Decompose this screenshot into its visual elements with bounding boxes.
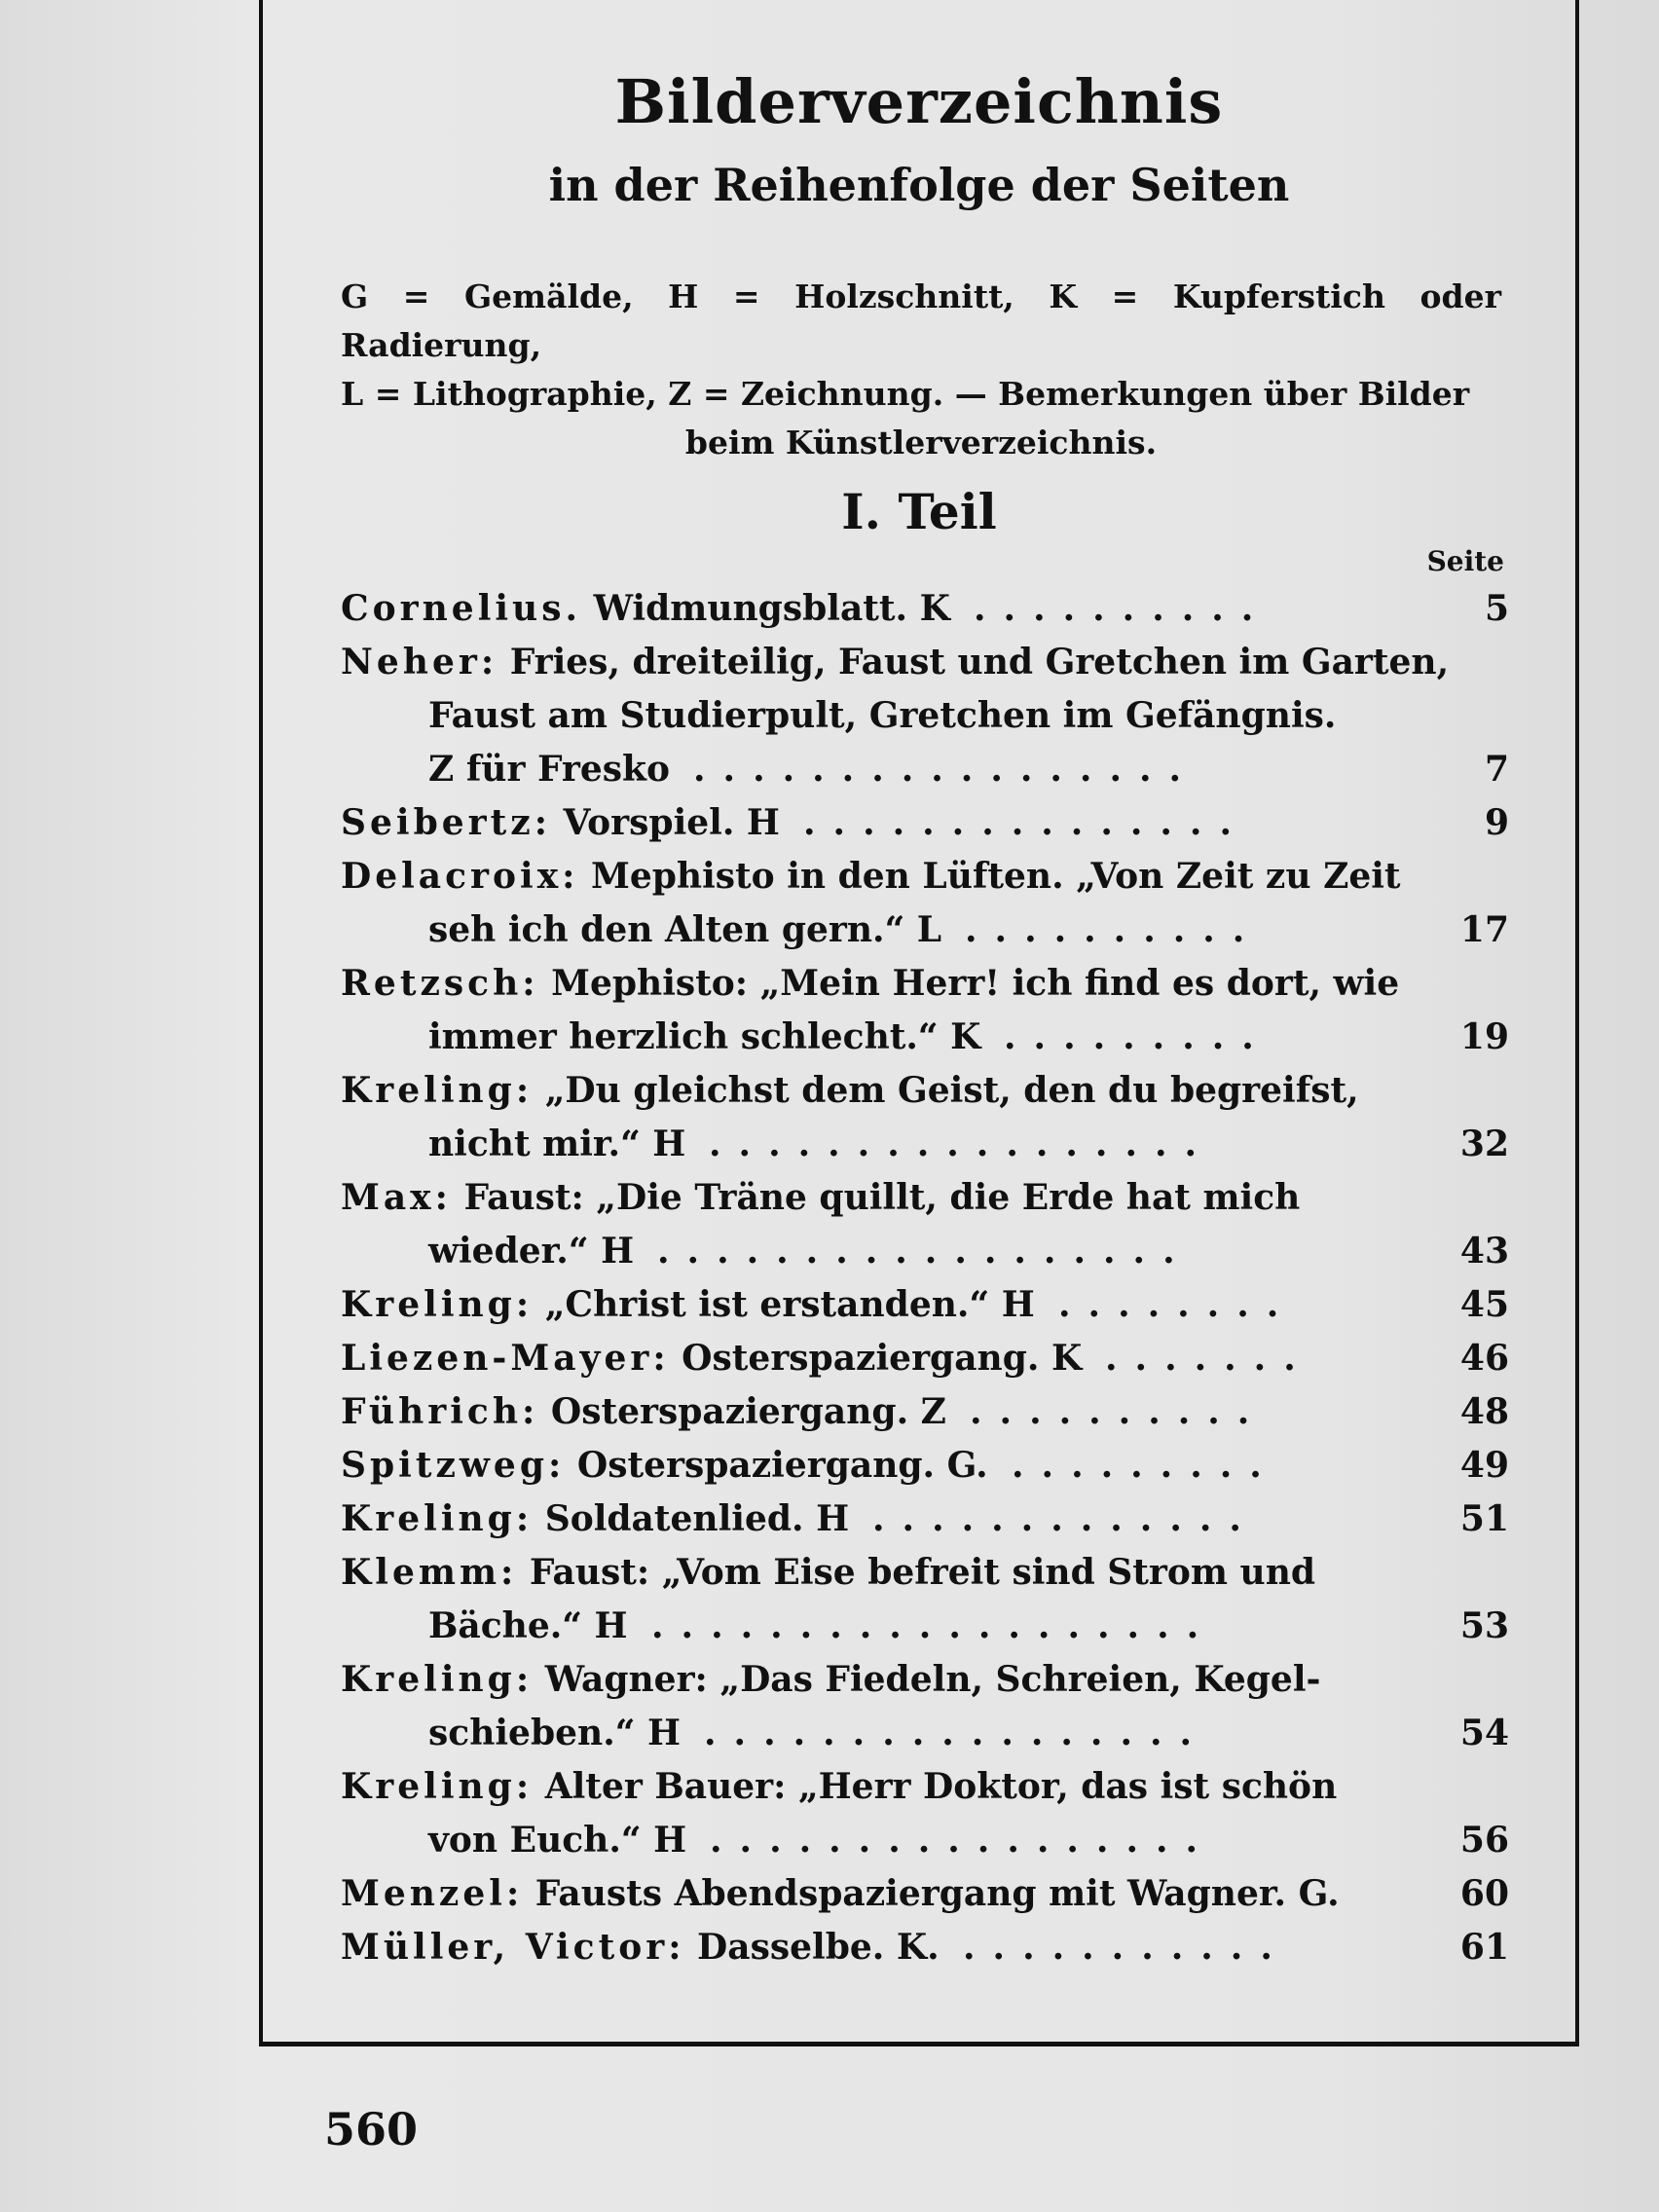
- entry-artist: Kreling:: [341, 1659, 534, 1700]
- dot-leader: .................: [709, 1124, 1215, 1164]
- entry-first-line: [341, 1064, 1509, 1118]
- entry-description: „Du gleichst dem Geist, den du begreifst,: [544, 1070, 1359, 1111]
- dot-leader: ...............: [803, 802, 1249, 843]
- entry-first-line: [341, 796, 1509, 850]
- entry-description: Z für Fresko: [428, 749, 670, 790]
- entry-page-number: 43: [1459, 1231, 1509, 1272]
- entry-description: Wagner: „Das Fiedeln, Schreien, Kegel-: [544, 1659, 1321, 1700]
- entry-continuation-line: [341, 903, 1509, 957]
- entry-description: Bäche.“ H: [428, 1605, 628, 1646]
- entry-artist: Kreling:: [341, 1766, 534, 1807]
- entry-artist: Führich:: [341, 1391, 539, 1432]
- entry-description: „Christ ist erstanden.“ H: [544, 1284, 1035, 1325]
- illustration-index-list: [341, 582, 1509, 1974]
- entry-page-number: 45: [1459, 1284, 1509, 1325]
- dot-leader: .........: [1004, 1016, 1272, 1057]
- dot-leader: ..................: [657, 1231, 1193, 1272]
- entry-description: Osterspaziergang. G.: [576, 1445, 988, 1486]
- entry-first-line: [341, 1439, 1509, 1493]
- entry-first-line: [341, 1921, 1509, 1974]
- entry-artist: Neher:: [341, 642, 498, 682]
- entry-artist: Müller, Victor:: [341, 1927, 685, 1968]
- entry-first-line: [341, 1493, 1509, 1546]
- entry-description: nicht mir.“ H: [428, 1124, 686, 1164]
- dot-leader: [1363, 1867, 1392, 1921]
- entry-artist: Menzel:: [341, 1873, 524, 1914]
- index-entry: [341, 1653, 1509, 1760]
- entry-description: Fausts Abendspaziergang mit Wagner. G.: [535, 1873, 1340, 1914]
- entry-page-number: 48: [1459, 1391, 1509, 1432]
- entry-page-number: 61: [1459, 1927, 1509, 1968]
- dot-leader: ........: [1058, 1284, 1297, 1325]
- entry-description: von Euch.“ H: [428, 1820, 687, 1861]
- entry-first-line: [341, 636, 1509, 689]
- entry-artist: Max:: [341, 1177, 452, 1218]
- dot-leader: ...........: [963, 1927, 1290, 1968]
- entry-first-line: [341, 1760, 1509, 1814]
- index-entry: [341, 582, 1509, 636]
- index-entry: [341, 957, 1509, 1064]
- entry-continuation-line: [341, 1118, 1509, 1171]
- entry-first-line: [341, 582, 1509, 636]
- entry-description: Alter Bauer: „Herr Doktor, das ist schön: [544, 1766, 1338, 1807]
- entry-page-number: 7: [1484, 749, 1509, 790]
- entry-page-number: 49: [1459, 1445, 1509, 1486]
- entry-description: Soldatenlied. H: [544, 1498, 850, 1539]
- legend-line-1: G = Gemälde, H = Holzschnitt, K = Kupferstich oder Radierung,: [341, 277, 1501, 364]
- entry-artist: Retzsch:: [341, 963, 539, 1004]
- entry-description: immer herzlich schlecht.“ K: [428, 1016, 981, 1057]
- legend-line-2: L = Lithographie, Z = Zeichnung. — Bemerkungen über Bilder: [341, 375, 1470, 413]
- entry-continuation-line: [341, 1011, 1509, 1064]
- entry-description: Faust am Studierpult, Gretchen im Gefängnis.: [428, 695, 1337, 736]
- index-entry: [341, 1921, 1509, 1974]
- entry-description: schieben.“ H: [428, 1713, 681, 1753]
- index-entry: [341, 1546, 1509, 1653]
- entry-description: Faust: „Die Träne quillt, die Erde hat mich: [463, 1177, 1301, 1218]
- entry-description: Osterspaziergang. K: [682, 1338, 1083, 1379]
- entry-page-number: 51: [1459, 1498, 1509, 1539]
- index-entry: [341, 796, 1509, 850]
- entry-first-line: [341, 1385, 1509, 1439]
- dot-leader: ...................: [651, 1605, 1217, 1646]
- index-entry: [341, 1867, 1509, 1921]
- index-entry: [341, 1064, 1509, 1171]
- entry-continuation-line: [341, 1707, 1509, 1760]
- entry-description: Faust: „Vom Eise befreit sind Strom und: [529, 1552, 1316, 1593]
- entry-page-number: 60: [1459, 1873, 1509, 1914]
- entry-continuation-line: [341, 1225, 1509, 1278]
- dot-leader: .............: [872, 1498, 1259, 1539]
- entry-artist: Spitzweg:: [341, 1445, 566, 1486]
- entry-artist: Seibertz:: [341, 802, 551, 843]
- footer-page-number: 560: [324, 2103, 419, 2156]
- index-entry: [341, 1332, 1509, 1385]
- entry-description: Vorspiel. H: [563, 802, 780, 843]
- dot-leader: .................: [704, 1713, 1210, 1753]
- index-entry: [341, 850, 1509, 957]
- index-entry: [341, 1760, 1509, 1867]
- index-entry: [341, 1493, 1509, 1546]
- dot-leader: .................: [693, 749, 1199, 790]
- entry-continuation-line: [341, 1600, 1509, 1653]
- entry-page-number: 54: [1459, 1713, 1509, 1753]
- page-title: Bilderverzeichnis: [614, 66, 1224, 137]
- entry-description: Dasselbe. K.: [697, 1927, 940, 1968]
- entry-description: Mephisto: „Mein Herr! ich find es dort, wie: [551, 963, 1400, 1004]
- dot-leader: ..........: [974, 588, 1272, 629]
- entry-page-number: 19: [1459, 1016, 1509, 1057]
- page-column-label: Seite: [1426, 545, 1504, 577]
- entry-artist: Delacroix:: [341, 856, 579, 897]
- entry-artist: Cornelius.: [341, 588, 582, 629]
- entry-description: Osterspaziergang. Z: [550, 1391, 946, 1432]
- legend-line-3: beim Künstlerverzeichnis.: [684, 424, 1158, 461]
- entry-description: seh ich den Alten gern.“ L: [428, 909, 942, 950]
- entry-artist: Liezen-Mayer:: [341, 1338, 670, 1379]
- entry-description: Widmungsblatt. K: [593, 588, 950, 629]
- entry-artist: Kreling:: [341, 1284, 534, 1325]
- entry-first-line: [341, 1171, 1509, 1225]
- index-entry: [341, 1385, 1509, 1439]
- dot-leader: ..........: [965, 909, 1263, 950]
- index-entry: [341, 1171, 1509, 1278]
- abbreviation-legend: [341, 273, 1501, 467]
- entry-continuation-line: [341, 743, 1509, 796]
- index-entry: [341, 1439, 1509, 1493]
- entry-artist: Kreling:: [341, 1070, 534, 1111]
- page-subtitle: in der Reihenfolge der Seiten: [548, 159, 1290, 211]
- dot-leader: ..........: [970, 1391, 1268, 1432]
- entry-description: Mephisto in den Lüften. „Von Zeit zu Zeit: [591, 856, 1401, 897]
- entry-page-number: 56: [1459, 1820, 1509, 1861]
- entry-first-line: [341, 1332, 1509, 1385]
- entry-description: wieder.“ H: [428, 1231, 635, 1272]
- dot-leader: .................: [710, 1820, 1216, 1861]
- entry-first-line: [341, 1278, 1509, 1332]
- entry-page-number: 32: [1459, 1124, 1509, 1164]
- index-entry: [341, 636, 1509, 796]
- entry-page-number: 5: [1484, 588, 1509, 629]
- dot-leader: .........: [1012, 1445, 1279, 1486]
- index-entry: [341, 1278, 1509, 1332]
- entry-page-number: 53: [1459, 1605, 1509, 1646]
- entry-artist: Kreling:: [341, 1498, 534, 1539]
- entry-artist: Klemm:: [341, 1552, 518, 1593]
- entry-page-number: 46: [1459, 1338, 1509, 1379]
- entry-continuation-line: [341, 689, 1509, 743]
- entry-page-number: 9: [1484, 802, 1509, 843]
- entry-first-line: [341, 1653, 1509, 1707]
- part-heading: I. Teil: [841, 483, 997, 540]
- entry-first-line: [341, 1867, 1509, 1921]
- dot-leader: .......: [1105, 1338, 1313, 1379]
- entry-first-line: [341, 850, 1509, 903]
- entry-first-line: [341, 1546, 1509, 1600]
- entry-description: Fries, dreiteilig, Faust und Gretchen im Garten,: [509, 642, 1450, 682]
- entry-page-number: 17: [1459, 909, 1509, 950]
- entry-continuation-line: [341, 1814, 1509, 1867]
- entry-first-line: [341, 957, 1509, 1011]
